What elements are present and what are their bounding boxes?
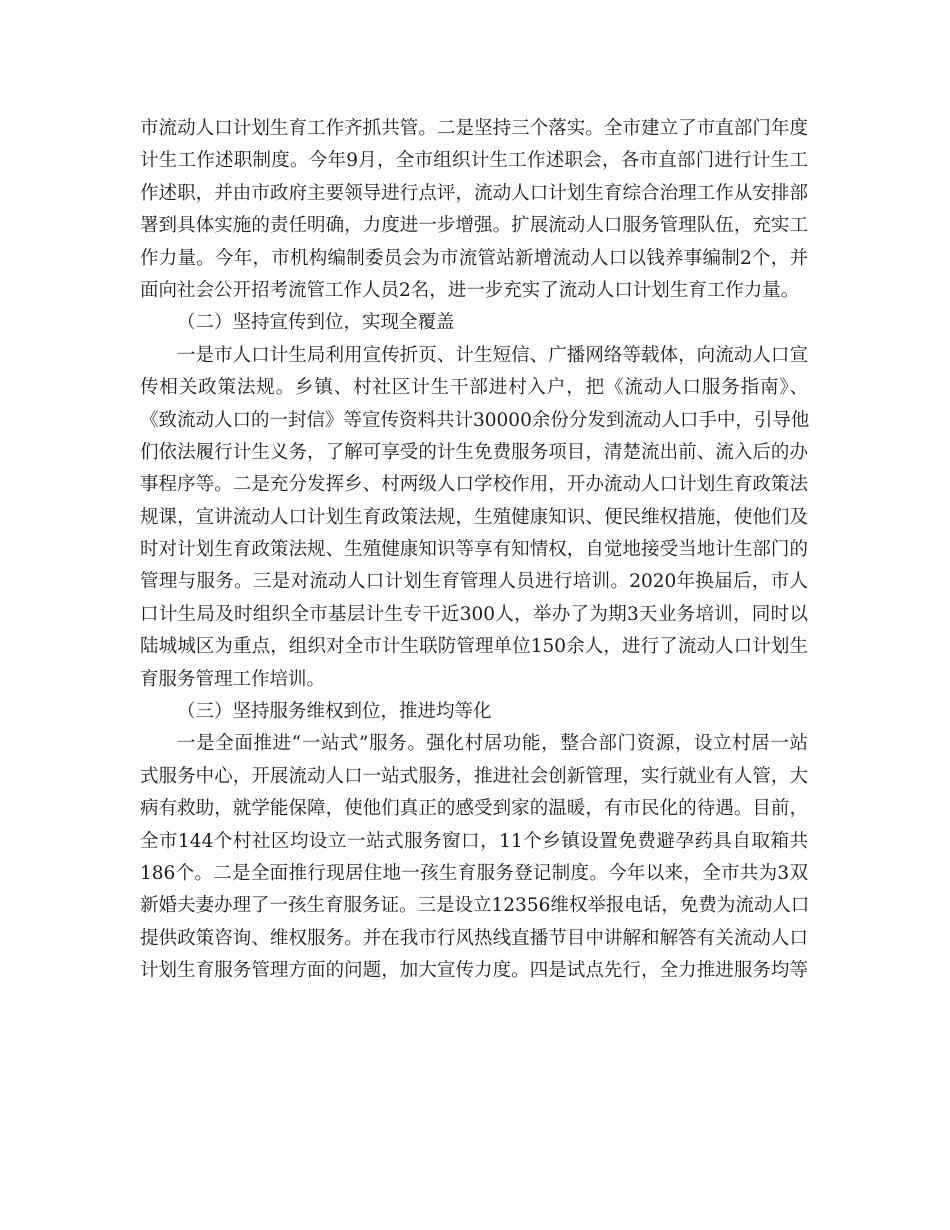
text-line: 作力量。今年，市机构编制委员会为市流管站新增流动人口以钱养事编制2个，并 [140, 247, 808, 269]
text-line: 计划生育服务管理方面的问题，加大宣传力度。四是试点先行，全力推进服务均等 [140, 960, 808, 982]
text-line: 新婚夫妻办理了一孩生育服务证。三是设立12356维权举报电话，免费为流动人口 [140, 895, 810, 917]
text-line: 计生工作述职制度。今年9月，全市组织计生工作述职会，各市直部门进行计生工 [140, 150, 808, 172]
text-line: 事程序等。二是充分发挥乡、村两级人口学校作用，开办流动人口计划生育政策法 [140, 474, 808, 496]
text-line: 一是全面推进“一站式”服务。强化村居功能，整合部门资源，设立村居一站 [177, 733, 808, 755]
text-line: 育服务管理工作培训。 [140, 668, 326, 690]
section-heading-3 [140, 696, 808, 728]
text-line: 陆城城区为重点，组织对全市计生联防管理单位150余人，进行了流动人口计划生 [140, 636, 808, 658]
text-line: 提供政策咨询、维权服务。并在我市行风热线直播节目中讲解和解答有关流动人口 [140, 927, 808, 949]
text-line: 式服务中心，开展流动人口一站式服务，推进社会创新管理，实行就业有人管，大 [140, 765, 808, 787]
text-line: 病有救助，就学能保障，使他们真正的感受到家的温暖，有市民化的待遇。目前， [140, 798, 808, 820]
text-line: 口计生局及时组织全市基层计生专干近300人，举办了为期3天业务培训，同时以 [140, 603, 808, 625]
text-line: 管理与服务。三是对流动人口计划生育管理人员进行培训。2020年换届后，市人 [140, 571, 808, 593]
text-line: 全市144个村社区均设立一站式服务窗口，11个乡镇设置免费避孕药具自取箱共 [140, 830, 808, 852]
text-line: 署到具体实施的责任明确，力度进一步增强。扩展流动人口服务管理队伍，充实工 [140, 215, 808, 237]
text-line: 《致流动人口的一封信》等宣传资料共计30000余份分发到流动人口手中，引导他 [140, 409, 810, 431]
text-line: 面向社会公开招考流管工作人员2名，进一步充实了流动人口计划生育工作力量。 [140, 279, 800, 301]
paragraph-publicity [140, 340, 808, 696]
text-line: 作述职，并由市政府主要领导进行点评，流动人口计划生育综合治理工作从安排部 [140, 182, 808, 204]
heading-text: （三）坚持服务维权到位，推进均等化 [177, 701, 492, 723]
text-line: 时对计划生育政策法规、生殖健康知识等享有知情权，自觉地接受当地计生部门的 [140, 539, 808, 561]
document-body [140, 113, 808, 988]
heading-text: （二）坚持宣传到位，实现全覆盖 [177, 312, 455, 334]
text-line: 传相关政策法规。乡镇、村社区计生干部进村入户，把《流动人口服务指南》、 [140, 377, 808, 399]
text-line: 一是市人口计生局利用宣传折页、计生短信、广播网络等载体，向流动人口宣 [177, 344, 808, 366]
text-line: 186个。二是全面推行现居住地一孩生育服务登记制度。今年以来，全市共为3双 [140, 862, 808, 884]
text-line: 们依法履行计生义务，了解可享受的计生免费服务项目，清楚流出前、流入后的办 [140, 441, 808, 463]
paragraph-continuation [140, 113, 808, 307]
paragraph-service [140, 728, 808, 987]
section-heading-2 [140, 307, 808, 339]
text-line: 规课，宣讲流动人口计划生育政策法规，生殖健康知识、便民维权措施，使他们及 [140, 506, 808, 528]
text-line: 市流动人口计划生育工作齐抓共管。二是坚持三个落实。全市建立了市直部门年度 [140, 118, 808, 139]
